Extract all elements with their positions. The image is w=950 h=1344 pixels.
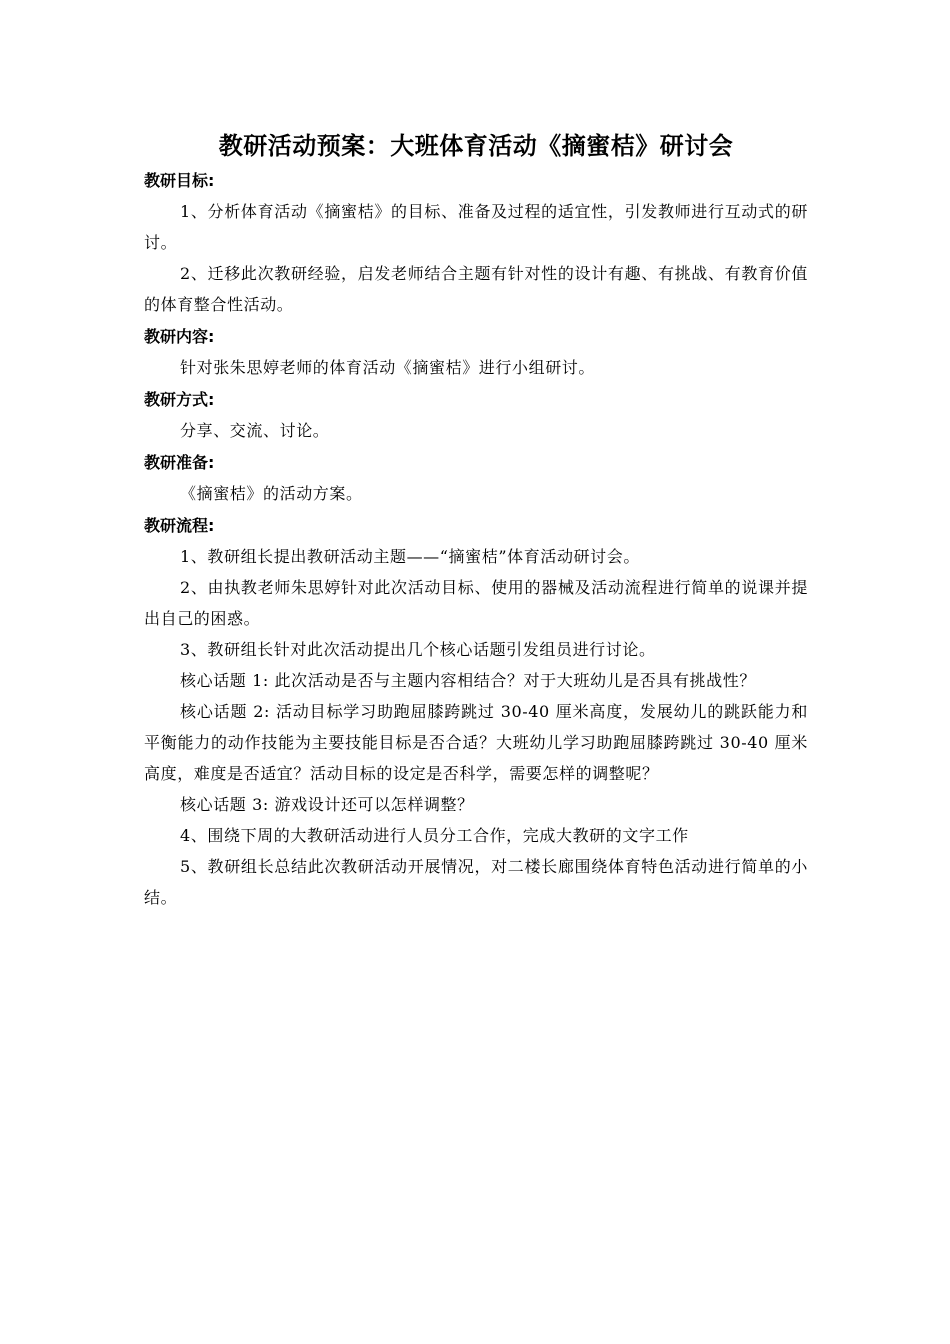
paragraph: 2、迁移此次教研经验，启发老师结合主题有针对性的设计有趣、有挑战、有教育价值的体育整合性活动。	[144, 264, 808, 314]
paragraph: 针对张朱思婷老师的体育活动《摘蜜桔》进行小组研讨。	[180, 358, 596, 377]
paragraph: 核心话题 2: 活动目标学习助跑屈膝跨跳过 30-40 厘米高度，发展幼儿的跳跃能力和平衡能力的动作技能为主要技能目标是否合适？大班幼儿学习助跑屈膝跨跳过 30-40 厘米高度，难度是否适宜？活动目标的设定是否科学，需要怎样的调整呢？	[144, 702, 808, 783]
section-content	[144, 322, 808, 383]
paragraph: 5、教研组长总结此次教研活动开展情况，对二楼长廊围绕体育特色活动进行简单的小结。	[144, 857, 808, 907]
paragraph: 《摘蜜桔》的活动方案。	[180, 484, 363, 503]
document-page	[144, 128, 808, 915]
paragraph: 核心话题 1: 此次活动是否与主题内容相结合？对于大班幼儿是否具有挑战性？	[180, 671, 756, 690]
paragraph: 1、分析体育活动《摘蜜桔》的目标、准备及过程的适宜性，引发教师进行互动式的研讨。	[144, 202, 808, 252]
section-goals	[144, 166, 808, 320]
section-heading: 教研内容:	[144, 327, 215, 346]
paragraph: 2、由执教老师朱思婷针对此次活动目标、使用的器械及活动流程进行简单的说课并提出自己的困惑。	[144, 578, 808, 628]
paragraph: 核心话题 3: 游戏设计还可以怎样调整？	[180, 795, 474, 814]
section-heading: 教研方式:	[144, 390, 215, 409]
section-heading: 教研流程:	[144, 516, 215, 535]
paragraph: 3、教研组长针对此次活动提出几个核心话题引发组员进行讨论。	[180, 640, 656, 659]
section-preparation	[144, 448, 808, 509]
section-heading: 教研准备:	[144, 453, 215, 472]
document-title: 教研活动预案：大班体育活动《摘蜜桔》研讨会	[218, 132, 734, 160]
paragraph: 1、教研组长提出教研活动主题——“摘蜜桔”体育活动研讨会。	[180, 547, 640, 566]
paragraph: 4、围绕下周的大教研活动进行人员分工合作，完成大教研的文字工作	[180, 826, 689, 845]
paragraph: 分享、交流、讨论。	[180, 421, 330, 440]
section-method	[144, 385, 808, 446]
section-heading: 教研目标:	[144, 171, 215, 190]
section-process	[144, 511, 808, 913]
